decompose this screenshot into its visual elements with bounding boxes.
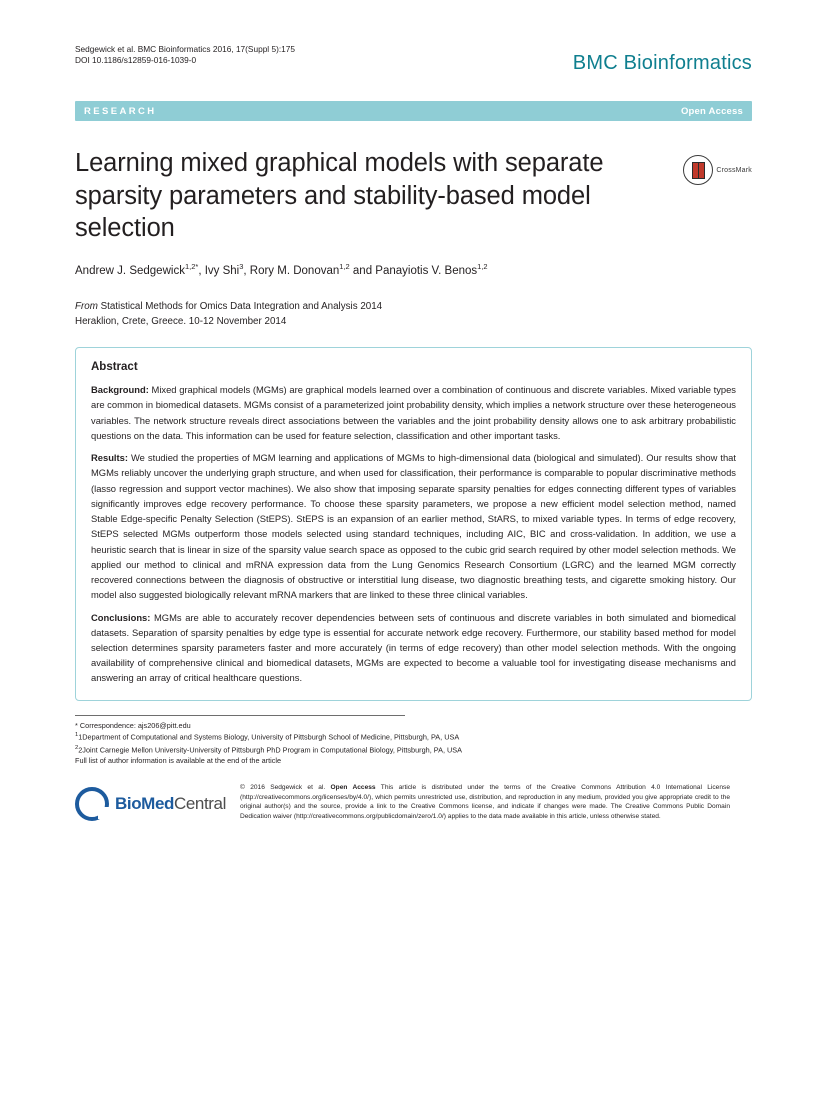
- biomed-label: BioMed: [115, 793, 174, 813]
- citation-block: [75, 44, 295, 66]
- section-label: RESEARCH: [84, 105, 157, 117]
- citation-line-2: DOI 10.1186/s12859-016-1039-0: [75, 55, 197, 66]
- open-access-label[interactable]: Open Access: [680, 105, 743, 117]
- abstract-background: [91, 382, 736, 443]
- central-label: Central: [173, 793, 226, 813]
- crossmark-badge[interactable]: [683, 155, 752, 185]
- conference-place: Heraklion, Crete, Greece. 10-12 November 2014: [75, 316, 287, 328]
- conference-name: Statistical Methods for Omics Data Integration and Analysis 2014: [100, 300, 383, 312]
- abstract-box: [75, 347, 752, 700]
- abstract-conclusions-text: MGMs are able to accurately recover dependencies between sets of continuous and discrete variables in both simulated and biomedical datasets. Separation of sparsity penalties by edge type is essential for accurate network edge recovery. Furthermore, our stability based method for model selection determines sparsity parameters faster and more accurately (in terms of edge recovery) than other model selection methods. With the ongoing availability of comprehensive clinical and biomedical datasets, MGMs are expected to become a valuable tool for investigating disease mechanisms and answering an array of critical healthcare questions.: [91, 611, 736, 684]
- abstract-conclusions-label: Conclusions:: [91, 611, 151, 623]
- biomed-ring-icon: [75, 787, 109, 821]
- page-title: Learning mixed graphical models with separate sparsity parameters and stability-based model selection: [75, 149, 604, 243]
- page-header: [75, 44, 752, 75]
- conference-name-line: [75, 299, 752, 314]
- biomed-central-logo: [75, 779, 226, 821]
- affiliation-1-text: 1Department of Computational and Systems Biology, University of Pittsburgh School of Medicine, Pittsburgh, PA, USA: [78, 732, 460, 742]
- license-open-access-label: Open Access: [330, 783, 376, 791]
- conference-info: [75, 299, 752, 329]
- publisher-footer: [75, 779, 752, 823]
- license-lead: © 2016 Sedgewick et al.: [240, 783, 331, 791]
- abstract-results: [91, 450, 736, 602]
- crossmark-label: CrossMark: [716, 166, 752, 174]
- abstract-results-text: We studied the properties of MGM learning and applications of MGMs to high-dimensional data (biological and simulated). Our results show that MGMs reliably uncover the underlying graph structure, and when used for classification, their performance is comparable to popular discriminative methods (lasso regression and support vector machines). We also show that imposing separate sparsity penalties for edges connecting different types of variables significantly improves edge recovery performance. To choose these sparsity parameters, we propose a new efficient model selection method, named Stable Edge-specific Penalty Selection (StEPS). StEPS is an expansion of an earlier method, StARS, to mixed variable types. In terms of edge recovery, StEPS selected MGMs outperform those models selected using standard techniques, including AIC, BIC and cross-validation. In addition, we use a heuristic search that is linear in size of the sparsity value search space as opposed to the cubic grid search required by other model selection methods. We applied our method to clinical and mRNA expression data from the Lung Genomics Research Consortium (LGRC) and the learned MGM correctly recovered connections between the diagnosis of obstructive or interstitial lung disease, two diagnostic breathing tests, and cigarette smoking history. Our model also suggested biologically relevant mRNA markers that are linked to these three clinical variables.: [91, 452, 736, 601]
- author-list: Andrew J. Sedgewick$^{1,2*}$, Ivy Shi$^3$, Rory M. Donovan$^{1,2}$ and Panayiotis V. Benos$^{1,2}$: [75, 261, 488, 277]
- affiliation-2-text: 2Joint Carnegie Mellon University-University of Pittsburgh PhD Program in Computational Biology, Pittsburgh, PA, USA: [78, 745, 463, 755]
- abstract-background-text: Mixed graphical models (MGMs) are graphical models learned over a combination of continuous and discrete variables. Mixed variable types are common in biomedical datasets. MGMs consist of a parameterized joint probability density, which implies a network structure over these heterogeneous variables. The network structure reveals direct associations between the variables and the joint probability density allows one to ask arbitrary probabilistic questions on the data. This information can be used for feature selection, classification and other important tasks.: [91, 384, 736, 441]
- conference-from-label: From: [75, 300, 98, 312]
- affiliation-2: $^2$2Joint Carnegie Mellon University-University of Pittsburgh PhD Program in Computational Biology, Pittsburgh, PA, USA: [75, 744, 463, 755]
- abstract-heading: Abstract: [91, 361, 138, 374]
- footnotes-block: [75, 721, 752, 767]
- license-body: This article is distributed under the terms of the Creative Commons Attribution 4.0 International License (http://creativecommons.org/licenses/by/4.0/), which permits unrestricted use, distribution, and reproduction in any medium, provided you give appropriate credit to the original author(s) and the source, provide a link to the Creative Commons license, and indicate if changes were made. The Creative Commons Public Domain Dedication waiver (http://creativecommons.org/publicdomain/zero/1.0/) applies to the data made available in this article, unless otherwise stated.: [240, 783, 730, 821]
- research-open-access-bar: [75, 101, 752, 121]
- citation-line-1: Sedgewick et al. BMC Bioinformatics 2016, 17(Suppl 5):175: [75, 44, 295, 54]
- journal-title: BMC Bioinformatics: [572, 52, 752, 74]
- biomed-central-wordmark: [115, 794, 226, 814]
- footnote-divider: [75, 715, 405, 716]
- abstract-results-label: Results:: [91, 452, 128, 464]
- affiliation-1: $^1$1Department of Computational and Systems Biology, University of Pittsburgh School of Medicine, Pittsburgh, PA, USA: [75, 732, 460, 742]
- abstract-conclusions: [91, 610, 736, 686]
- correspondence-line[interactable]: * Correspondence: ajs206@pitt.edu: [75, 720, 191, 730]
- abstract-background-label: Background:: [91, 384, 149, 396]
- full-author-list-note: Full list of author information is available at the end of the article: [75, 755, 282, 765]
- crossmark-book-icon: [683, 155, 713, 185]
- license-text: [240, 779, 730, 823]
